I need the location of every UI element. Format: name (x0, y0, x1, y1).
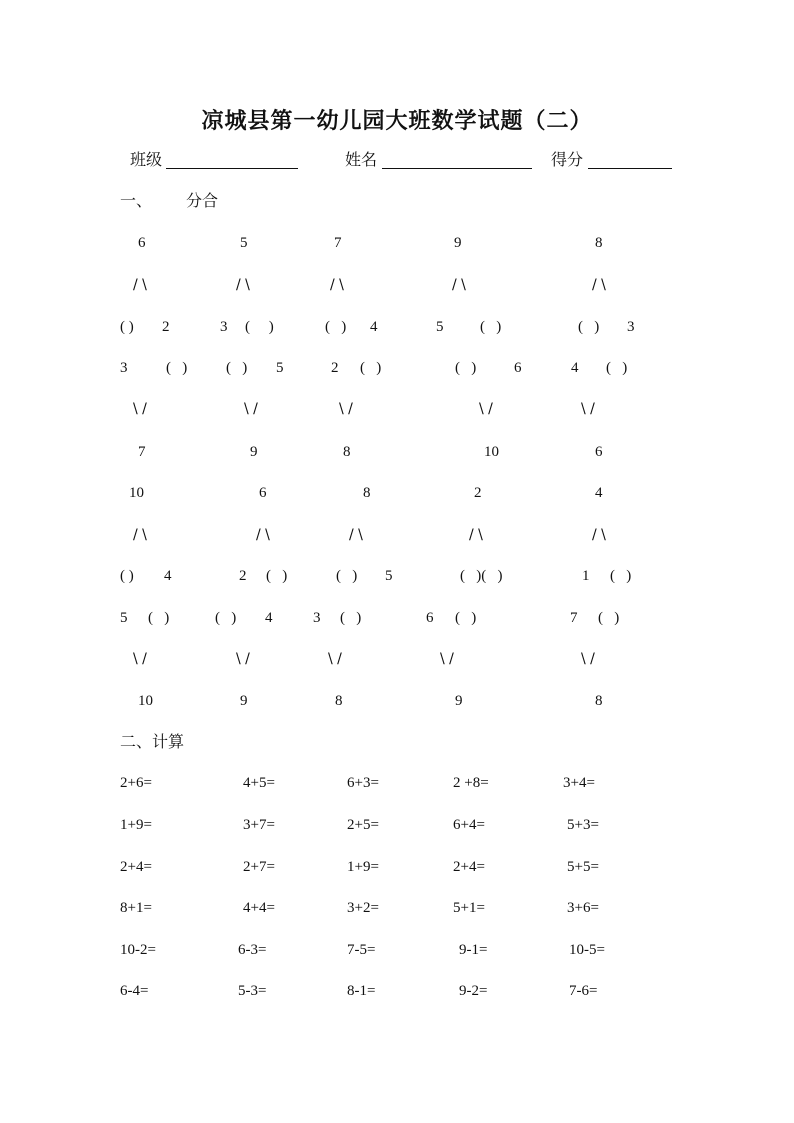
blank-box[interactable]: ( ) (455, 360, 477, 376)
branch-lines: \ / (581, 401, 595, 417)
equation: 2+7= (243, 859, 275, 875)
blank-box[interactable]: ( ) (266, 568, 288, 584)
equation: 10-5= (569, 942, 605, 958)
bond-number: 3 (313, 610, 321, 626)
bond-number: 4 (265, 610, 273, 626)
blank-box[interactable]: ( ) (215, 610, 237, 626)
branch-lines: \ / (133, 651, 147, 667)
equation: 7-5= (347, 942, 376, 958)
blank-box[interactable]: ( ) (226, 360, 248, 376)
bond-number: 8 (335, 693, 343, 709)
bond-number: 6 (595, 444, 603, 460)
equation: 3+2= (347, 900, 379, 916)
branch-lines: / \ (469, 527, 483, 543)
bond-number: 10 (138, 693, 153, 709)
bond-number: 4 (571, 360, 579, 376)
equation: 5+5= (567, 859, 599, 875)
equation: 1+9= (347, 859, 379, 875)
bond-number: 3 (627, 319, 635, 335)
equation: 3+4= (563, 775, 595, 791)
branch-lines: / \ (256, 527, 270, 543)
equation: 6-4= (120, 983, 149, 999)
blank-box[interactable]: ( ) (245, 319, 274, 335)
bond-number: 3 (220, 319, 228, 335)
blank-box[interactable]: ( ) (606, 360, 628, 376)
bond-number: 10 (129, 485, 144, 501)
bond-number: 5 (120, 610, 128, 626)
equation: 8-1= (347, 983, 376, 999)
equation: 1+9= (120, 817, 152, 833)
section1-title: 分合 (186, 191, 219, 210)
bond-number: 5 (240, 235, 248, 251)
bond-number: 10 (484, 444, 499, 460)
branch-lines: \ / (133, 401, 147, 417)
bond-number: 6 (426, 610, 434, 626)
equation: 6+4= (453, 817, 485, 833)
equation: 9-2= (459, 983, 488, 999)
blank-box[interactable]: ( ) (120, 319, 134, 335)
equation: 5+3= (567, 817, 599, 833)
bond-number: 3 (120, 360, 128, 376)
branch-lines: / \ (349, 527, 363, 543)
class-label: 班级 (130, 150, 163, 169)
branch-lines: \ / (339, 401, 353, 417)
equation: 2+6= (120, 775, 152, 791)
name-field[interactable] (382, 168, 532, 169)
blank-box[interactable]: ( ) (480, 319, 502, 335)
branch-lines: \ / (581, 651, 595, 667)
equation: 3+6= (567, 900, 599, 916)
bond-number: 2 (474, 485, 482, 501)
blank-box[interactable]: ( ) (340, 610, 362, 626)
branch-lines: / \ (133, 277, 147, 293)
branch-lines: \ / (440, 651, 454, 667)
blank-box[interactable]: ( ) (325, 319, 347, 335)
page-title: 凉城县第一幼儿园大班数学试题（二） (201, 108, 593, 134)
branch-lines: / \ (133, 527, 147, 543)
branch-lines: \ / (328, 651, 342, 667)
equation: 5-3= (238, 983, 267, 999)
bond-number: 9 (454, 235, 462, 251)
section2-label: 二、计算 (120, 732, 185, 751)
class-field[interactable] (166, 168, 298, 169)
equation: 2 +8= (453, 775, 489, 791)
branch-lines: \ / (236, 651, 250, 667)
equation: 2+4= (453, 859, 485, 875)
blank-box[interactable]: ( ) (336, 568, 358, 584)
bond-number: 7 (570, 610, 578, 626)
branch-lines: / \ (592, 277, 606, 293)
equation: 2+4= (120, 859, 152, 875)
bond-number: 2 (162, 319, 170, 335)
bond-number: 5 (436, 319, 444, 335)
bond-number: 4 (164, 568, 172, 584)
equation: 3+7= (243, 817, 275, 833)
bond-number: 9 (455, 693, 463, 709)
equation: 4+5= (243, 775, 275, 791)
bond-number: 8 (595, 693, 603, 709)
blank-box[interactable]: ( ) (148, 610, 170, 626)
blank-box[interactable]: ( ) (578, 319, 600, 335)
equation: 5+1= (453, 900, 485, 916)
bond-number: 5 (385, 568, 393, 584)
equation: 8+1= (120, 900, 152, 916)
equation: 6+3= (347, 775, 379, 791)
bond-number: 5 (276, 360, 284, 376)
branch-lines: \ / (244, 401, 258, 417)
bond-number: 8 (343, 444, 351, 460)
blank-box[interactable]: ( ) (360, 360, 382, 376)
bond-number: 9 (240, 693, 248, 709)
blank-box[interactable]: ( ) (610, 568, 632, 584)
section1-label: 一、 (120, 191, 153, 210)
blank-box[interactable]: ( ) (120, 568, 134, 584)
bond-number: 2 (239, 568, 247, 584)
branch-lines: / \ (452, 277, 466, 293)
blank-box[interactable]: ( ) (455, 610, 477, 626)
bond-number: 4 (370, 319, 378, 335)
bond-number: 4 (595, 485, 603, 501)
bond-number: 8 (363, 485, 371, 501)
equation: 7-6= (569, 983, 598, 999)
name-label: 姓名 (345, 150, 378, 169)
equation: 4+4= (243, 900, 275, 916)
bond-number: 7 (138, 444, 146, 460)
equation: 2+5= (347, 817, 379, 833)
blank-box[interactable]: ( ) (166, 360, 188, 376)
branch-lines: / \ (236, 277, 250, 293)
bond-number: 6 (138, 235, 146, 251)
score-field[interactable] (588, 168, 672, 169)
bond-number: 6 (259, 485, 267, 501)
branch-lines: / \ (592, 527, 606, 543)
score-label: 得分 (551, 150, 584, 169)
blank-box[interactable]: ( ) (598, 610, 620, 626)
branch-lines: \ / (479, 401, 493, 417)
bond-number: 6 (514, 360, 522, 376)
branch-lines: / \ (330, 277, 344, 293)
bond-number: 2 (331, 360, 339, 376)
bond-number: 9 (250, 444, 258, 460)
equation: 10-2= (120, 942, 156, 958)
bond-number: 8 (595, 235, 603, 251)
equation: 6-3= (238, 942, 267, 958)
bond-number: 7 (334, 235, 342, 251)
bond-number: 1 (582, 568, 590, 584)
equation: 9-1= (459, 942, 488, 958)
blank-box[interactable]: ( )( ) (460, 568, 503, 584)
